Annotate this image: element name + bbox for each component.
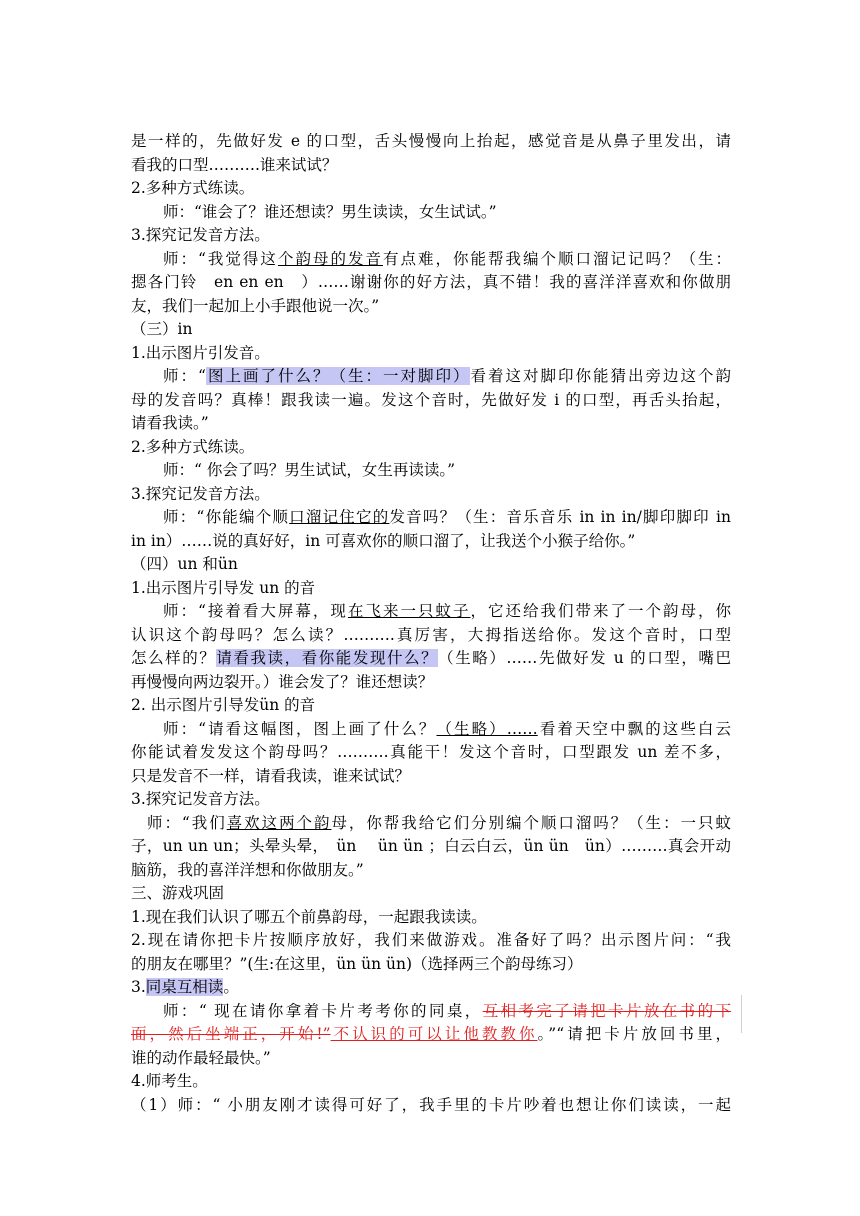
text-span: 看着天空中飘的这些白云 [537,719,731,738]
text-line [131,506,731,530]
text-line: 2. 出示图片引导发ün 的音 [131,696,316,714]
highlighted-text: 请看我读，看你能发现什么？ [216,649,439,667]
text-line [131,812,731,836]
text-span: ，它还给我们带来了一个韵母，你 [470,602,731,620]
text-line: 3.探究记发音方法。 [131,226,270,244]
text-line: 2.多种方式练读。 [131,179,255,197]
text-span: 。 [223,978,239,996]
text-line: 是一样的，先做好发 e 的口型，舌头慢慢向上抬起，感觉音是从鼻子里发出，请 [131,132,731,150]
text-line: 4.师考生。 [131,1072,208,1090]
text-span: 师：“ 现在请你拿着卡片考考你的同桌， [163,1001,483,1020]
document-body [131,130,731,1117]
highlighted-text: 同桌互相读 [145,978,224,996]
inserted-text: 不认识的可以让他教教你 [330,1025,538,1043]
text-line: 子，un un un；头晕头晕， ün ün ün ；白云白云，ün ün ün）………真会开动 [131,837,731,855]
section-heading: 三、游戏巩固 [131,884,225,902]
text-span: 3. [131,978,146,996]
text-line: 1.出示图片引发音。 [131,343,270,362]
text-line: 母的发音吗？真棒！跟我读一遍。发这个音时，先做好发 i 的口型，再舌头抬起， [131,390,731,409]
underlined-text: （生略）…… [436,719,538,738]
underlined-text: 在飞来一只蚊子 [347,602,471,620]
text-line: 1.现在我们认识了哪五个前鼻韵母，一起跟我读读。 [131,907,487,926]
text-line: 认识这个韵母吗？怎么读？……….真厉害，大拇指送给你。发这个音时，口型 [131,625,731,644]
text-line: 脑筋，我的喜洋洋想和你做朋友。” [131,860,364,879]
text-span: 怎么样的？ [131,649,217,667]
highlighted-text: 图上画了什么？（生：一对脚印） [205,367,471,385]
text-line: 师：“谁会了？谁还想读？男生读读，女生试试。” [163,202,497,221]
text-line: 3.探究记发音方法。 [131,484,270,503]
text-line: 请看我读。” [131,414,209,432]
text-span: 有点难，你能帮我编个顺口溜记记吗？（生： [382,249,731,268]
text-span: 看着这对脚印你能猜出旁边这个韵 [470,367,731,385]
text-line [131,647,731,671]
text-line: 你能试着发发这个韵母吗？……….真能干！发这个音时，口型跟发 un 差不多， [131,743,731,761]
deleted-text: 面，然后坐端正，开始!” [131,1025,331,1043]
text-span: 发音吗？（生：音乐音乐 in in in/脚印脚印 in [389,508,731,526]
text-span: 师：“接着看大屏幕，现 [163,602,348,620]
deleted-text: 互相考完了请把卡片放在书的下 [482,1001,731,1020]
text-line: 2.现在请你把卡片按顺序放好，我们来做游戏。准备好了吗？出示图片问：“我 [131,931,731,949]
text-line: 谁的动作最轻最快。” [131,1048,271,1067]
text-line: 2.多种方式练读。 [131,437,255,456]
text-line [131,718,731,742]
text-line: 看我的口型……….谁来试试？ [131,155,338,174]
text-line [131,976,731,1000]
text-line [131,1023,731,1047]
underlined-text: 个韵母的发音 [277,249,383,268]
underlined-text: 口溜记住它的 [289,508,390,526]
text-line [131,365,731,389]
text-line: 1.出示图片引导发 un 的音 [131,578,316,597]
text-line: 只是发音不一样，请看我读，谁来试试？ [131,766,411,785]
text-span: （生略）……先做好发 u 的口型，嘴巴 [438,649,731,667]
text-span: 。”“请把卡片放回书里， [537,1025,731,1043]
section-heading: （四）un 和ün [131,555,238,573]
text-span: 师：“ [163,367,206,385]
text-line: 的朋友在哪里？”(生:在这里，ün ün ün)（选择两三个韵母练习） [131,954,583,973]
text-line: 3.探究记发音方法。 [131,790,270,808]
text-line: 师：“ 你会了吗？男生试试，女生再读读。” [163,461,456,479]
revision-margin-bar [741,995,742,1033]
text-line [131,248,731,272]
text-span: 母，你帮我给它们分别编个顺口溜吗？（生：一只蚊 [331,813,731,832]
text-line [131,600,731,624]
text-span: 师：“你能编个顺 [163,508,290,526]
text-line: in in）……说的真好好，in 可喜欢你的顺口溜了，让我送个小猴子给你。” [131,531,636,550]
text-line: 摁各门铃 en en en ）……谢谢你的好方法，真不错！我的喜洋洋喜欢和你做朋 [131,273,731,291]
text-line [131,1000,731,1024]
underlined-text: 喜欢这两个韵 [226,813,332,832]
text-line: 再慢慢向两边裂开。）谁会发了？谁还想读？ [131,672,434,691]
text-span: 师：“请看这幅图，图上画了什么？ [163,719,437,738]
text-line: 友，我们一起加上小手跟他说一次。” [131,296,380,315]
text-span: 师：“我们 [147,813,227,832]
text-line: （1）师：“ 小朋友刚才读得可好了，我手里的卡片吵着也想让你们读读，一起 [131,1095,731,1114]
text-span: 师：“我觉得这 [163,249,278,268]
section-heading: （三）in [131,320,193,338]
